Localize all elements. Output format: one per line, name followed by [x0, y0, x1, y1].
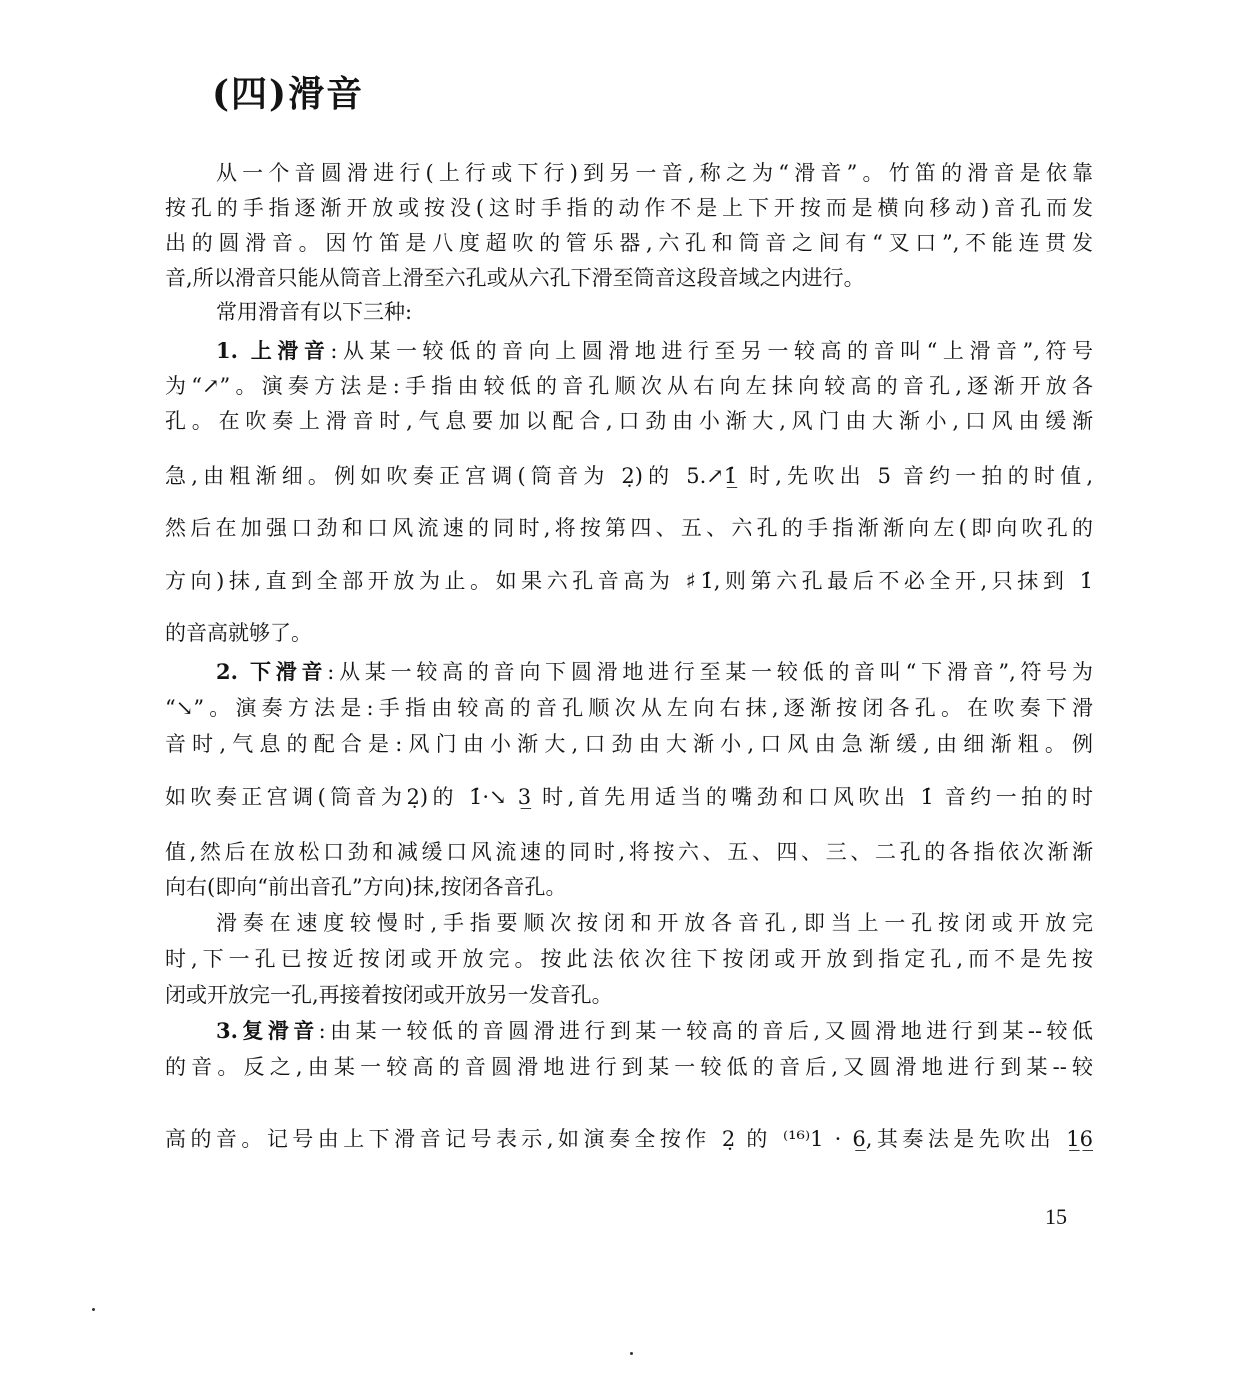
item2-first-line: [216, 657, 1093, 687]
item3-heading: 3.复滑音: [216, 1018, 319, 1043]
paragraph-line: 常用滑音有以下三种:: [216, 300, 413, 324]
item2-line: 值,然后在放松口劲和减缓口风流速的同时,将按六、五、四、三、二孔的各指依次渐渐: [165, 840, 1093, 864]
paragraph-line: 出的圆滑音。因竹笛是八度超吹的管乐器,六孔和筒音之间有“叉口”,不能连贯发: [165, 231, 1093, 255]
item2-heading: 2. 下滑音: [216, 659, 328, 684]
item2-line: 向右(即向“前出音孔”方向)抹,按闭各音孔。: [165, 875, 567, 899]
scan-speck: [92, 1308, 95, 1311]
paragraph-line: 闭或开放完一孔,再接着按闭或开放另一发音孔。: [165, 983, 613, 1007]
item3-first-line: [216, 1016, 1093, 1046]
item1-line: 然后在加强口劲和口风流速的同时,将按第四、五、六孔的手指渐渐向左(即向吹孔的: [165, 516, 1093, 540]
paragraph-line: 音,所以滑音只能从筒音上滑至六孔或从六孔下滑至筒音这段音域之内进行。: [165, 266, 865, 290]
paragraph-line: 从一个音圆滑进行(上行或下行)到另一音,称之为“滑音”。竹笛的滑音是依靠: [216, 161, 1093, 185]
item3-text: :由某一较低的音圆滑进行到某一较高的音后,又圆滑地进行到某--较低: [318, 1019, 1093, 1043]
item2-line: 音时,气息的配合是:风门由小渐大,口劲由大渐小,口风由急渐缓,由细渐粗。例: [165, 732, 1093, 756]
item1-line: 急,由粗渐细。例如吹奏正宫调(筒音为 2̣)的 5.↗1̲̇ 时,先吹出 5 音约一拍的时值,: [165, 464, 1093, 488]
item1-heading: 1. 上滑音: [216, 338, 331, 363]
item1-text: :从某一较低的音向上圆滑地进行至另一较高的音叫“上滑音”,符号: [330, 339, 1093, 363]
item2-line: 如吹奏正宫调(筒音为2̣)的 1̇·↘ 3̲ 时,首先用适当的嘴劲和口风吹出 1̇ 音约一拍的时: [165, 785, 1093, 809]
item1-line: 的音高就够了。: [165, 621, 312, 645]
item1-first-line: [216, 336, 1093, 366]
item2-line: “↘”。演奏方法是:手指由较高的音孔顺次从左向右抹,逐渐按闭各孔。在吹奏下滑: [165, 696, 1093, 720]
item1-line: 方向)抹,直到全部开放为止。如果六孔音高为 ♯1̇,则第六孔最后不必全开,只抹到 1̇: [165, 569, 1093, 593]
item2-text: :从某一较高的音向下圆滑地进行至某一较低的音叫“下滑音”,符号为: [327, 660, 1093, 684]
scan-speck: [630, 1352, 633, 1355]
item1-line: 孔。在吹奏上滑音时,气息要加以配合,口劲由小渐大,风门由大渐小,口风由缓渐: [165, 409, 1093, 433]
paragraph-line: 时,下一孔已按近按闭或开放完。按此法依次往下按闭或开放到指定孔,而不是先按: [165, 947, 1093, 971]
item1-line: 为“↗”。演奏方法是:手指由较低的音孔顺次从右向左抹向较高的音孔,逐渐开放各: [165, 374, 1093, 398]
paragraph-line: 滑奏在速度较慢时,手指要顺次按闭和开放各音孔,即当上一孔按闭或开放完: [216, 911, 1093, 935]
paragraph-line: 按孔的手指逐渐开放或按没(这时手指的动作不是上下开按而是横向移动)音孔而发: [165, 196, 1093, 220]
item3-line: 的音。反之,由某一较高的音圆滑地进行到某一较低的音后,又圆滑地进行到某--较: [165, 1055, 1093, 1079]
item3-line: 高的音。记号由上下滑音记号表示,如演奏全按作 2̣ 的 ⁽¹⁶⁾1 · 6̲,其奏法是先吹出 1̲6̲: [165, 1127, 1093, 1151]
page-number: 15: [1045, 1204, 1067, 1229]
section-title: (四)滑音: [212, 73, 365, 115]
